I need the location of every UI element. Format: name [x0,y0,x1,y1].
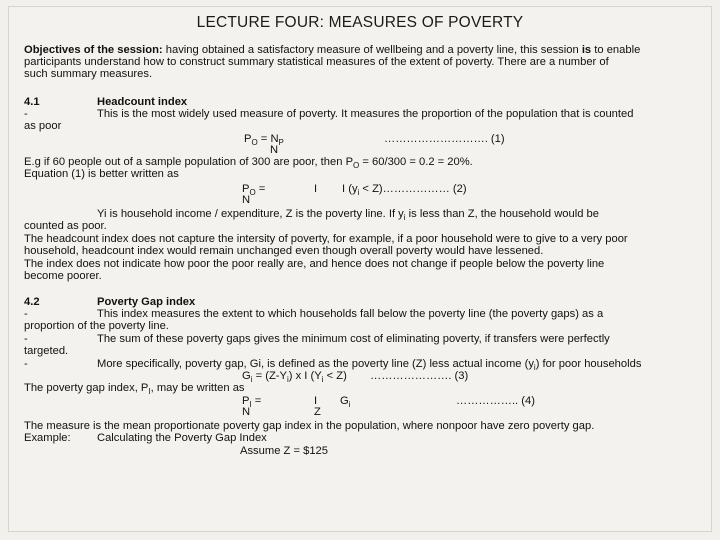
objectives-label: Objectives of the session: [24,44,163,56]
poverty-gap-bullet-1-line-1: This index measures the extent to which households fall below the poverty line (the poverty gaps) as a [97,308,604,320]
bullet: - [24,108,28,120]
equation-2-denominator: N [242,194,251,206]
headcount-example: E.g if 60 people out of a sample population of 300 are poor, then $P_O = 60/300 = 0.2 = 20\%$. [24,156,473,170]
poverty-gap-bullet-2-line-1: The sum of these poverty gaps gives the minimum cost of eliminating poverty, if transfers were perfectly [97,333,610,345]
equation-4-denominator-z: Z [314,406,321,418]
objectives-line-2: participants understand how to construct summary statistical measures of the extent of poverty. There are a number of [24,56,609,68]
example-text: Calculating the Poverty Gap Index [97,432,267,444]
equation-4-denominator-n: N [242,406,251,418]
poverty-gap-bullet-2-line-2: targeted. [24,345,69,357]
section-4-1-number: 4.1 [24,96,40,108]
section-4-2-number: 4.2 [24,296,40,308]
equation-3: $G_i = (Z-Y_i)$ x I $(Y_i < Z)$ [242,370,347,384]
poverty-gap-bullet-3-line-1: More specifically, poverty gap, Gi, is defined as the poverty line (Z) less actual income $(y_i)$ for poor households [97,358,642,372]
equation-1: $P_O = N_P$ [244,133,284,147]
equation-better-written: Equation (1) is better written as [24,168,179,180]
equation-2-indicator: I [314,183,318,195]
equation-1-denominator: N [270,144,279,156]
page-title: LECTURE FOUR: MEASURES OF POVERTY [196,14,524,31]
equation-3-label: …………………. (3) [370,370,469,382]
headcount-limitation-2-line-1: The index does not indicate how poor the poor really are, and hence does not change if people below the poverty line [24,258,605,270]
poverty-gap-bullet-1-line-2: proportion of the poverty line. [24,320,169,332]
objectives-line-3: such summary measures. [24,68,153,80]
bullet: - [24,308,28,320]
equation-2-condition: I ($y_i$ < Z)……………… (2) [342,183,467,197]
equation-4-gap: $G_i$ [340,395,351,409]
yi-definition-line-2: counted as poor. [24,220,107,232]
poverty-gap-measure-description: The measure is the mean proportionate poverty gap index in the population, where nonpoor have zero poverty gap. [24,420,595,432]
equation-2-lhs: $P_O$ = [242,183,266,197]
objectives-line-1: Objectives of the session: having obtained a satisfactory measure of wellbeing and a poverty line, this session is to enable [24,44,641,56]
headcount-limitation-2-line-2: become poorer. [24,270,102,282]
headcount-line-1: This is the most widely used measure of poverty. It measures the proportion of the population that is counted [97,108,634,120]
yi-definition-line-1: Yi is household income / expenditure, Z is the poverty line. If $y_i$ is less than Z, the household would be [97,208,599,222]
headcount-limitation-1-line-1: The headcount index does not capture the intersity of poverty, for example, if a poor household were to give to a very poor [24,233,628,245]
bullet: - [24,333,28,345]
example-label: Example: [24,432,71,444]
bullet: - [24,358,28,370]
headcount-line-2: as poor [24,120,62,132]
equation-4-label: …………….. (4) [456,395,535,407]
headcount-limitation-1-line-2: household, headcount index would remain unchanged even though overall poverty would have lessened. [24,245,544,257]
equation-4-lhs: $P_I$ = [242,395,262,409]
section-4-2-heading: Poverty Gap index [97,296,196,308]
equation-1-label: ………………………. (1) [384,133,505,145]
assumption: Assume Z = $125 [240,445,328,457]
equation-4-indicator: I [314,395,318,407]
poverty-gap-index-intro: The poverty gap index, $P_I$, may be written as [24,382,245,396]
section-4-1-heading: Headcount index [97,96,188,108]
